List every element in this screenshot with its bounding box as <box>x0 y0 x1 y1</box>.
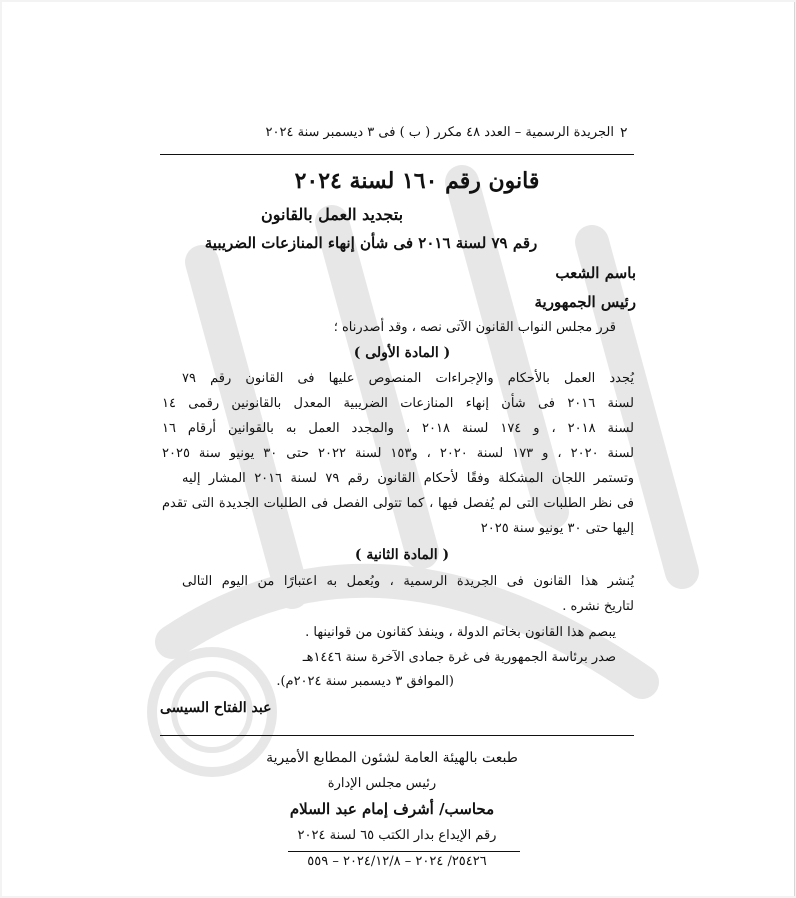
article-1-line: يُجدد العمل بالأحكام والإجراءات المنصوص عليها فى القانون رقم ٧٩ <box>182 371 634 386</box>
preamble: قرر مجلس النواب القانون الآتى نصه ، وقد أصدرناه ؛ <box>333 320 616 335</box>
footer-rule <box>160 735 634 736</box>
article-1-line: إليها حتى ٣٠ يونيو سنة ٢٠٢٥ <box>480 521 634 536</box>
article-1-line: لسنة ٢٠١٦ فى شأن إنهاء المنازعات الضريبية المعدل بالقانونين رقمى ١٤ <box>162 396 634 411</box>
article-2-heading: ( المادة الثانية ) <box>354 547 450 563</box>
closing-line: (الموافق ٣ ديسمبر سنة ٢٠٢٤م). <box>276 674 454 689</box>
law-title: قانون رقم ١٦٠ لسنة ٢٠٢٤ <box>294 168 540 194</box>
article-1-line: لسنة ٢٠١٨ ، و ١٧٤ لسنة ٢٠١٨ ، والمجدد العمل به بالقوانين أرقام ١٦ <box>162 421 635 436</box>
printed-by: طبعت بالهيئة العامة لشئون المطابع الأميرية <box>266 750 518 766</box>
article-1-line: وتستمر اللجان المشكلة وفقًا لأحكام القانون رقم ٧٩ لسنة ٢٠١٦ المشار إليه <box>182 471 635 486</box>
page-number: ٢ <box>620 125 628 141</box>
closing-line: صدر برئاسة الجمهورية فى غرة جمادى الآخرة سنة ١٤٤٦هـ <box>302 650 616 665</box>
article-1-line: فى نظر الطلبات التى لم يُفصل فيها ، كما تتولى الفصل فى الطلبات الجديدة التى تقدم <box>162 496 634 511</box>
article-2-line: لتاريخ نشره . <box>562 599 634 614</box>
chair-name: محاسب/ أشرف إمام عبد السلام <box>289 800 495 818</box>
president-heading: رئيس الجمهورية <box>534 293 636 311</box>
print-code: ٢٥٤٢٦/ ٢٠٢٤ – ٢٠٢٤/١٢/٨ – ٥٥٩ <box>307 854 487 869</box>
in-the-name-heading: باسم الشعب <box>555 264 636 282</box>
document-page <box>2 2 795 896</box>
law-subtitle-2: رقم ٧٩ لسنة ٢٠١٦ فى شأن إنهاء المنازعات الضريبية <box>204 234 538 252</box>
deposit-rule <box>288 851 520 852</box>
law-subtitle-1: بتجديد العمل بالقانون <box>260 205 404 224</box>
board-chair-title: رئيس مجلس الإدارة <box>327 776 437 791</box>
closing-line: يبصم هذا القانون بخاتم الدولة ، وينفذ كقانون من قوانينها . <box>305 625 616 640</box>
article-1-line: لسنة ٢٠٢٠ ، و ١٧٣ لسنة ٢٠٢٠ ، و١٥٣ لسنة ٢٠٢٢ حتى ٣٠ يونيو سنة ٢٠٢٥ <box>162 446 635 461</box>
article-1-heading: ( المادة الأولى ) <box>353 345 451 361</box>
deposit-number: رقم الإيداع بدار الكتب ٦٥ لسنة ٢٠٢٤ <box>297 828 497 843</box>
article-2-line: يُنشر هذا القانون فى الجريدة الرسمية ، ويُعمل به اعتبارًا من اليوم التالى <box>182 574 634 589</box>
header-rule <box>160 154 634 155</box>
signatory: عبد الفتاح السيسى <box>160 700 272 716</box>
running-title: الجريدة الرسمية – العدد ٤٨ مكرر ( ب ) فى ٣ ديسمبر سنة ٢٠٢٤ <box>265 125 614 140</box>
